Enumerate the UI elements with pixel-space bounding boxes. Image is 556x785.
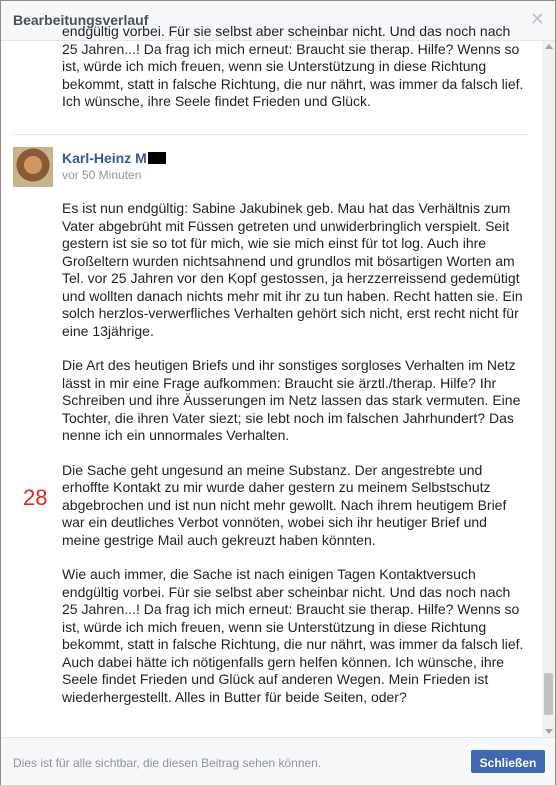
entry-paragraph: Wie auch immer, die Sache ist nach einigen Tagen Kontaktversuch endgültig vorbei. Für sie selbst aber scheinbar nicht. Und das noch nach 25 Jahren...! Da frag ich mich erneut: Braucht sie therap. Hilfe? Wenns so ist, würde ich mich freuen, wenn sie Unterstützung in diese Richtung bekommt, statt in falsche Richtung, die nur nährt, was immer da falsch lief. Auch dabei hätte ich nötigenfalls gern helfen können. Ich wünsche, ihre Seele findet Frieden und Glück auf anderen Wegen. Mein Frieden ist wiederhergestellt. Alles in Butter für beide Seiten, oder?	[62, 566, 524, 705]
close-button[interactable]: Schließen	[471, 750, 545, 773]
history-scroll-area[interactable]	[1, 23, 541, 737]
divider	[13, 134, 527, 135]
scrollbar[interactable]	[542, 41, 555, 737]
author-name[interactable]	[62, 150, 166, 166]
previous-version-text	[62, 23, 532, 128]
author-name-text[interactable]: Karl-Heinz M	[62, 150, 147, 166]
scrollbar-thumb[interactable]	[544, 673, 553, 715]
scroll-up-arrow-icon[interactable]	[545, 44, 553, 49]
entry-paragraph: Es ist nun endgültig: Sabine Jakubinek geb. Mau hat das Verhältnis zum Vater abgebrüht mit Füssen getreten und unwiderbringlich verspielt. Seit gestern ist sie so tot für mich, wie sie mich einst für tot log. Auch ihre Großeltern wurden nichtsahnend und grundlos mit bösartigen Worten am Tel. vor 25 Jahren vor den Kopf gestossen, ja herzzerreissend gedemütigt und wollten danach nichts mehr mit ihr zu tun haben. Recht hatten sie. Ein solch herzlos-verwerfliches Verhalten gehört sich nicht, erst recht nicht für eine 13jährige.	[62, 200, 523, 339]
close-icon[interactable]: ✕	[529, 9, 545, 29]
dialog-footer	[1, 737, 555, 785]
entry-paragraph: Die Art des heutigen Briefs und ihr sonstiges sorgloses Verhalten im Netz lässt in mir eine Frage aufkommen: Braucht sie ärztl./therap. Hilfe? Ihr Schreiben und ihre Äusserungen im Netz lassen das stark vermuten. Eine Tochter, die ihren Vater siezt; sie lebt noch im falschen Jahrhundert? Das nenne ich ein unnormales Verhalten.	[62, 357, 521, 443]
entry-text	[62, 200, 532, 723]
overlay-number: 28	[23, 485, 48, 510]
timestamp[interactable]: vor 50 Minuten	[62, 168, 142, 182]
visibility-note: Dies ist für alle sichtbar, die diesen Beitrag sehen können.	[13, 756, 322, 770]
avatar[interactable]	[13, 147, 53, 187]
redaction-box	[148, 152, 166, 164]
scroll-down-arrow-icon[interactable]	[545, 729, 553, 734]
entry-paragraph: Die Sache geht ungesund an meine Substanz. Der angestrebte und erhoffte Kontakt zu mir wurde daher gestern zu meinem Selbstschutz abgebrochen und ist nun nicht mehr gewollt. Nach ihrem heutigem Brief war ein deutliches Verbot vonnöten, wobei sich ihr heutiger Brief und meine gestrige Mail auch gekreuzt haben könnten.	[62, 461, 507, 548]
dialog-title: Bearbeitungsverlauf	[13, 12, 149, 28]
previous-paragraph: endgültig vorbei. Für sie selbst aber scheinbar nicht. Und das noch nach 25 Jahren...! Da frag ich mich erneut: Braucht sie therap. Hilfe? Wenns so ist, würde ich mich freuen, wenn sie Unterstützung in diese Richtung bekommt, statt in falsche Richtung, die nur nährt, was immer da falsch lief. Ich wünsche, ihre Seele findet Frieden und Glück.	[62, 23, 524, 109]
